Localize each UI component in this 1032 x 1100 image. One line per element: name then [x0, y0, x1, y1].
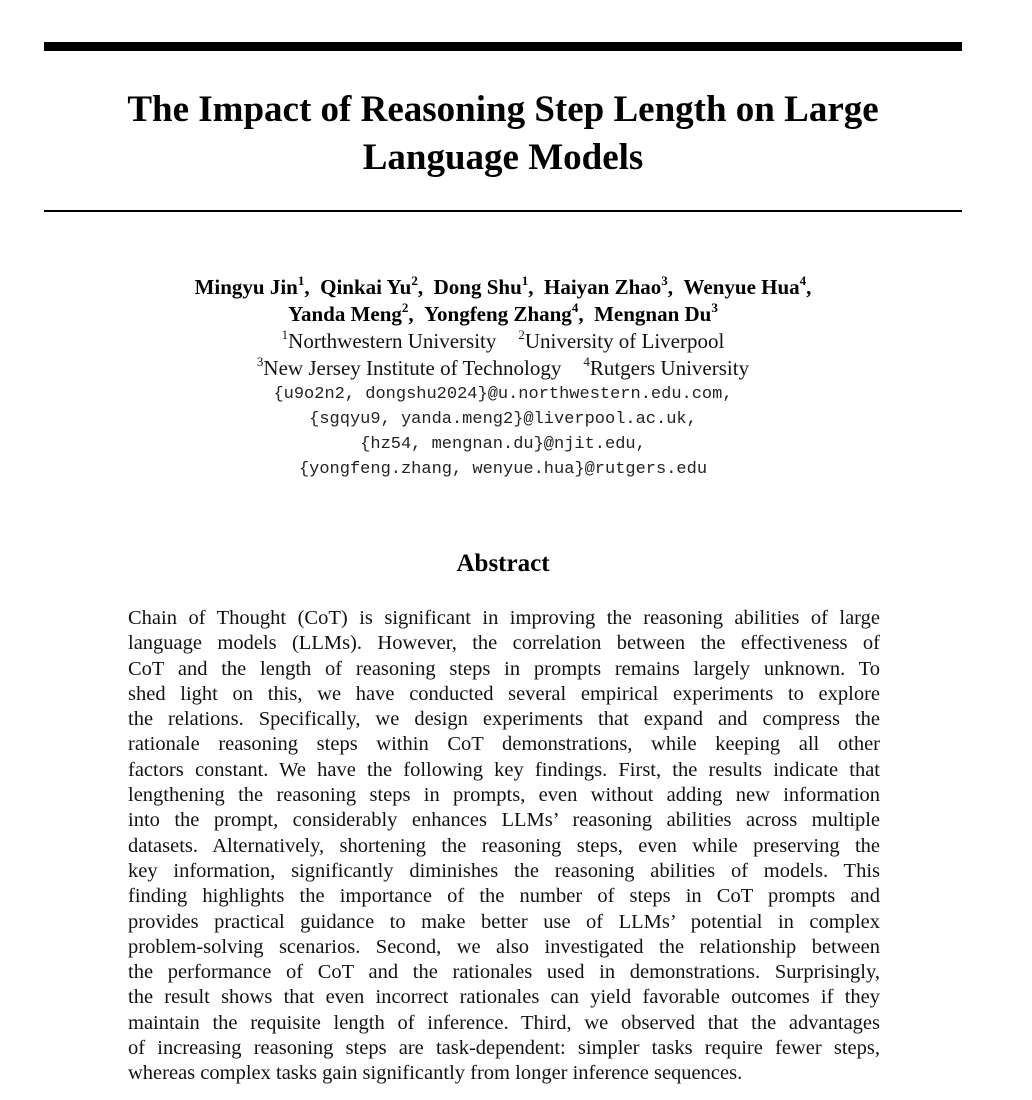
abstract-line: CoT and the length of reasoning steps in prompts remains largely unknown. To	[128, 657, 880, 680]
abstract-line: whereas complex tasks gain significantly from longer inference sequences.	[128, 1062, 743, 1085]
top-rule	[44, 42, 962, 51]
abstract-line: the relations. Specifically, we design experiments that expand and compress the	[128, 708, 880, 731]
abstract-body	[128, 606, 880, 1087]
email-line: {yongfeng.zhang, wenyue.hua}@rutgers.edu	[298, 460, 708, 479]
abstract-heading: Abstract	[456, 550, 550, 577]
abstract-line: shed light on this, we have conducted several empirical experiments to explore	[128, 682, 880, 705]
abstract-line: datasets. Alternatively, shortening the reasoning steps, even while preserving the	[128, 834, 880, 857]
paper-title	[44, 86, 962, 182]
affiliation: $^1$Northwestern University	[281, 327, 497, 353]
abstract-line: language models (LLMs). However, the correlation between the effectiveness of	[128, 632, 880, 655]
author: Yongfeng Zhang$^4$	[424, 300, 579, 326]
abstract-line: key information, significantly diminishes the reasoning abilities of models. This	[128, 859, 880, 882]
abstract-line: rationale reasoning steps within CoT demonstrations, while keeping all other	[128, 733, 880, 756]
abstract-line: lengthening the reasoning steps in prompts, even without adding new information	[128, 784, 880, 807]
author: Qinkai Yu$^2$	[320, 273, 418, 299]
title-bottom-rule	[44, 210, 962, 212]
author: Dong Shu$^1$	[433, 273, 529, 299]
author: Wenyue Hua$^4$	[683, 273, 807, 299]
author: Yanda Meng$^2$	[288, 300, 409, 326]
author-line: Mingyu Jin$^1$, Qinkai Yu$^2$, Dong Shu$^1$, Haiyan Zhao$^3$, Wenyue Hua$^4$,	[194, 273, 812, 299]
abstract-line: factors constant. We have the following key findings. First, the results indicate that	[128, 758, 880, 781]
abstract-line: finding highlights the importance of the number of steps in CoT prompts and	[128, 885, 880, 908]
abstract-line: into the prompt, considerably enhances LLMs’ reasoning abilities across multiple	[128, 809, 880, 832]
affiliation: $^3$New Jersey Institute of Technology	[256, 354, 562, 380]
affiliation: $^4$Rutgers University	[583, 354, 750, 380]
author: Mingyu Jin$^1$	[194, 273, 305, 299]
affiliation-line	[0, 328, 1006, 355]
abstract-line: problem-solving scenarios. Second, we also investigated the relationship between	[128, 935, 880, 958]
author: Mengnan Du$^3$	[594, 300, 718, 326]
abstract-line: of increasing reasoning steps are task-dependent: simpler tasks require fewer steps,	[128, 1037, 880, 1060]
email-line: {hz54, mengnan.du}@njit.edu,	[360, 435, 646, 454]
abstract-line: the result shows that even incorrect rationales can yield favorable outcomes if they	[128, 986, 880, 1009]
title-line-2: Language Models	[362, 137, 644, 178]
author: Haiyan Zhao$^3$	[544, 273, 668, 299]
email-line: {u9o2n2, dongshu2024}@u.northwestern.edu.com,	[273, 385, 733, 404]
email-line: {sgqyu9, yanda.meng2}@liverpool.ac.uk,	[309, 410, 697, 429]
authors-block	[0, 274, 1006, 482]
affiliation-line	[0, 355, 1006, 382]
title-line-1: The Impact of Reasoning Step Length on Large	[127, 89, 879, 130]
abstract-line: maintain the requisite length of inference. Third, we observed that the advantages	[128, 1011, 880, 1034]
abstract-line: Chain of Thought (CoT) is significant in improving the reasoning abilities of large	[128, 607, 880, 629]
author-line: Yanda Meng$^2$, Yongfeng Zhang$^4$, Mengnan Du$^3$	[288, 300, 718, 326]
abstract-line: provides practical guidance to make better use of LLMs’ potential in complex	[128, 910, 880, 933]
abstract-line: the performance of CoT and the rationales used in demonstrations. Surprisingly,	[128, 961, 880, 984]
affiliation: $^2$University of Liverpool	[518, 327, 725, 353]
